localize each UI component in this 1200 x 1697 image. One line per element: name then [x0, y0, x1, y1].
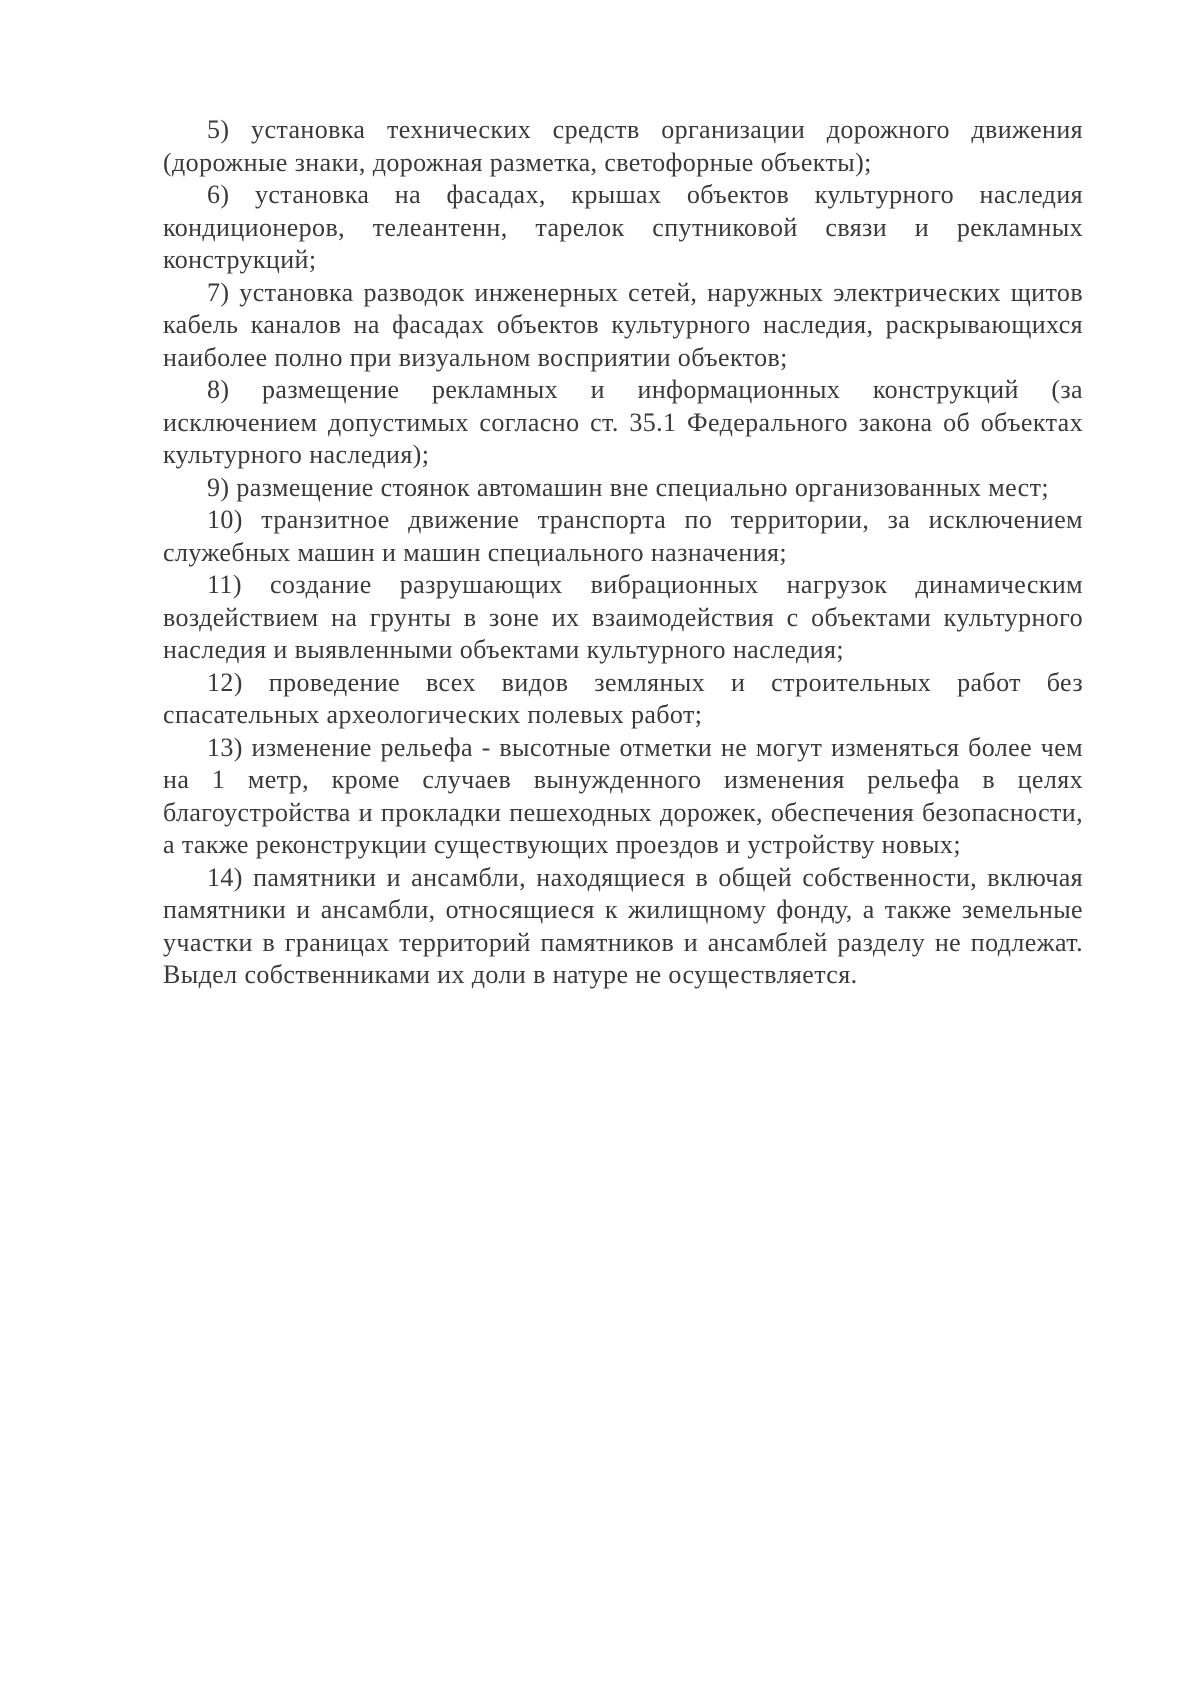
list-item-7: 7) установка разводок инженерных сетей, наружных электрических щитов кабель каналов на фасадах объектов культурного наследия, раскрывающихся наиболее полно при визуальном восприятии объектов; — [163, 277, 1083, 372]
list-item-9: 9) размещение стоянок автомашин вне специально организованных мест; — [207, 472, 1050, 502]
list-item-14: 14) памятники и ансамбли, находящиеся в общей собственности, включая памятники и ансамбли, относящиеся к жилищному фонду, а также земельные участки в границах территорий памятников и ансамблей разделу не подлежат. Выдел собственниками их доли в натуре не осуществляется. — [163, 862, 1083, 989]
list-item-10: 10) транзитное движение транспорта по территории, за исключением служебных машин и машин специального назначения; — [163, 505, 1083, 567]
list-item-8: 8) размещение рекламных и информационных конструкций (за исключением допустимых согласно ст. 35.1 Федерального закона об объектах культурного наследия); — [163, 375, 1083, 469]
list-item-5: 5) установка технических средств организации дорожного движения (дорожные знаки, дорожная разметка, светофорные объекты); — [163, 115, 1083, 177]
list-item-6: 6) установка на фасадах, крышах объектов культурного наследия кондиционеров, телеантенн, тарелок спутниковой связи и рекламных конструкций; — [163, 180, 1083, 274]
list-item-11: 11) создание разрушающих вибрационных нагрузок динамическим воздействием на грунты в зоне их взаимодействия с объектами культурного наследия и выявленными объектами культурного наследия; — [163, 570, 1083, 664]
list-item-13: 13) изменение рельефа - высотные отметки не могут изменяться более чем на 1 метр, кроме случаев вынужденного изменения рельефа в целях благоустройства и прокладки пешеходных дорожек, обеспечения безопасности, а также реконструкции существующих проездов и устройству новых; — [163, 732, 1083, 859]
list-item-12: 12) проведение всех видов земляных и строительных работ без спасательных археологических полевых работ; — [163, 667, 1083, 729]
document-body — [163, 114, 1083, 992]
